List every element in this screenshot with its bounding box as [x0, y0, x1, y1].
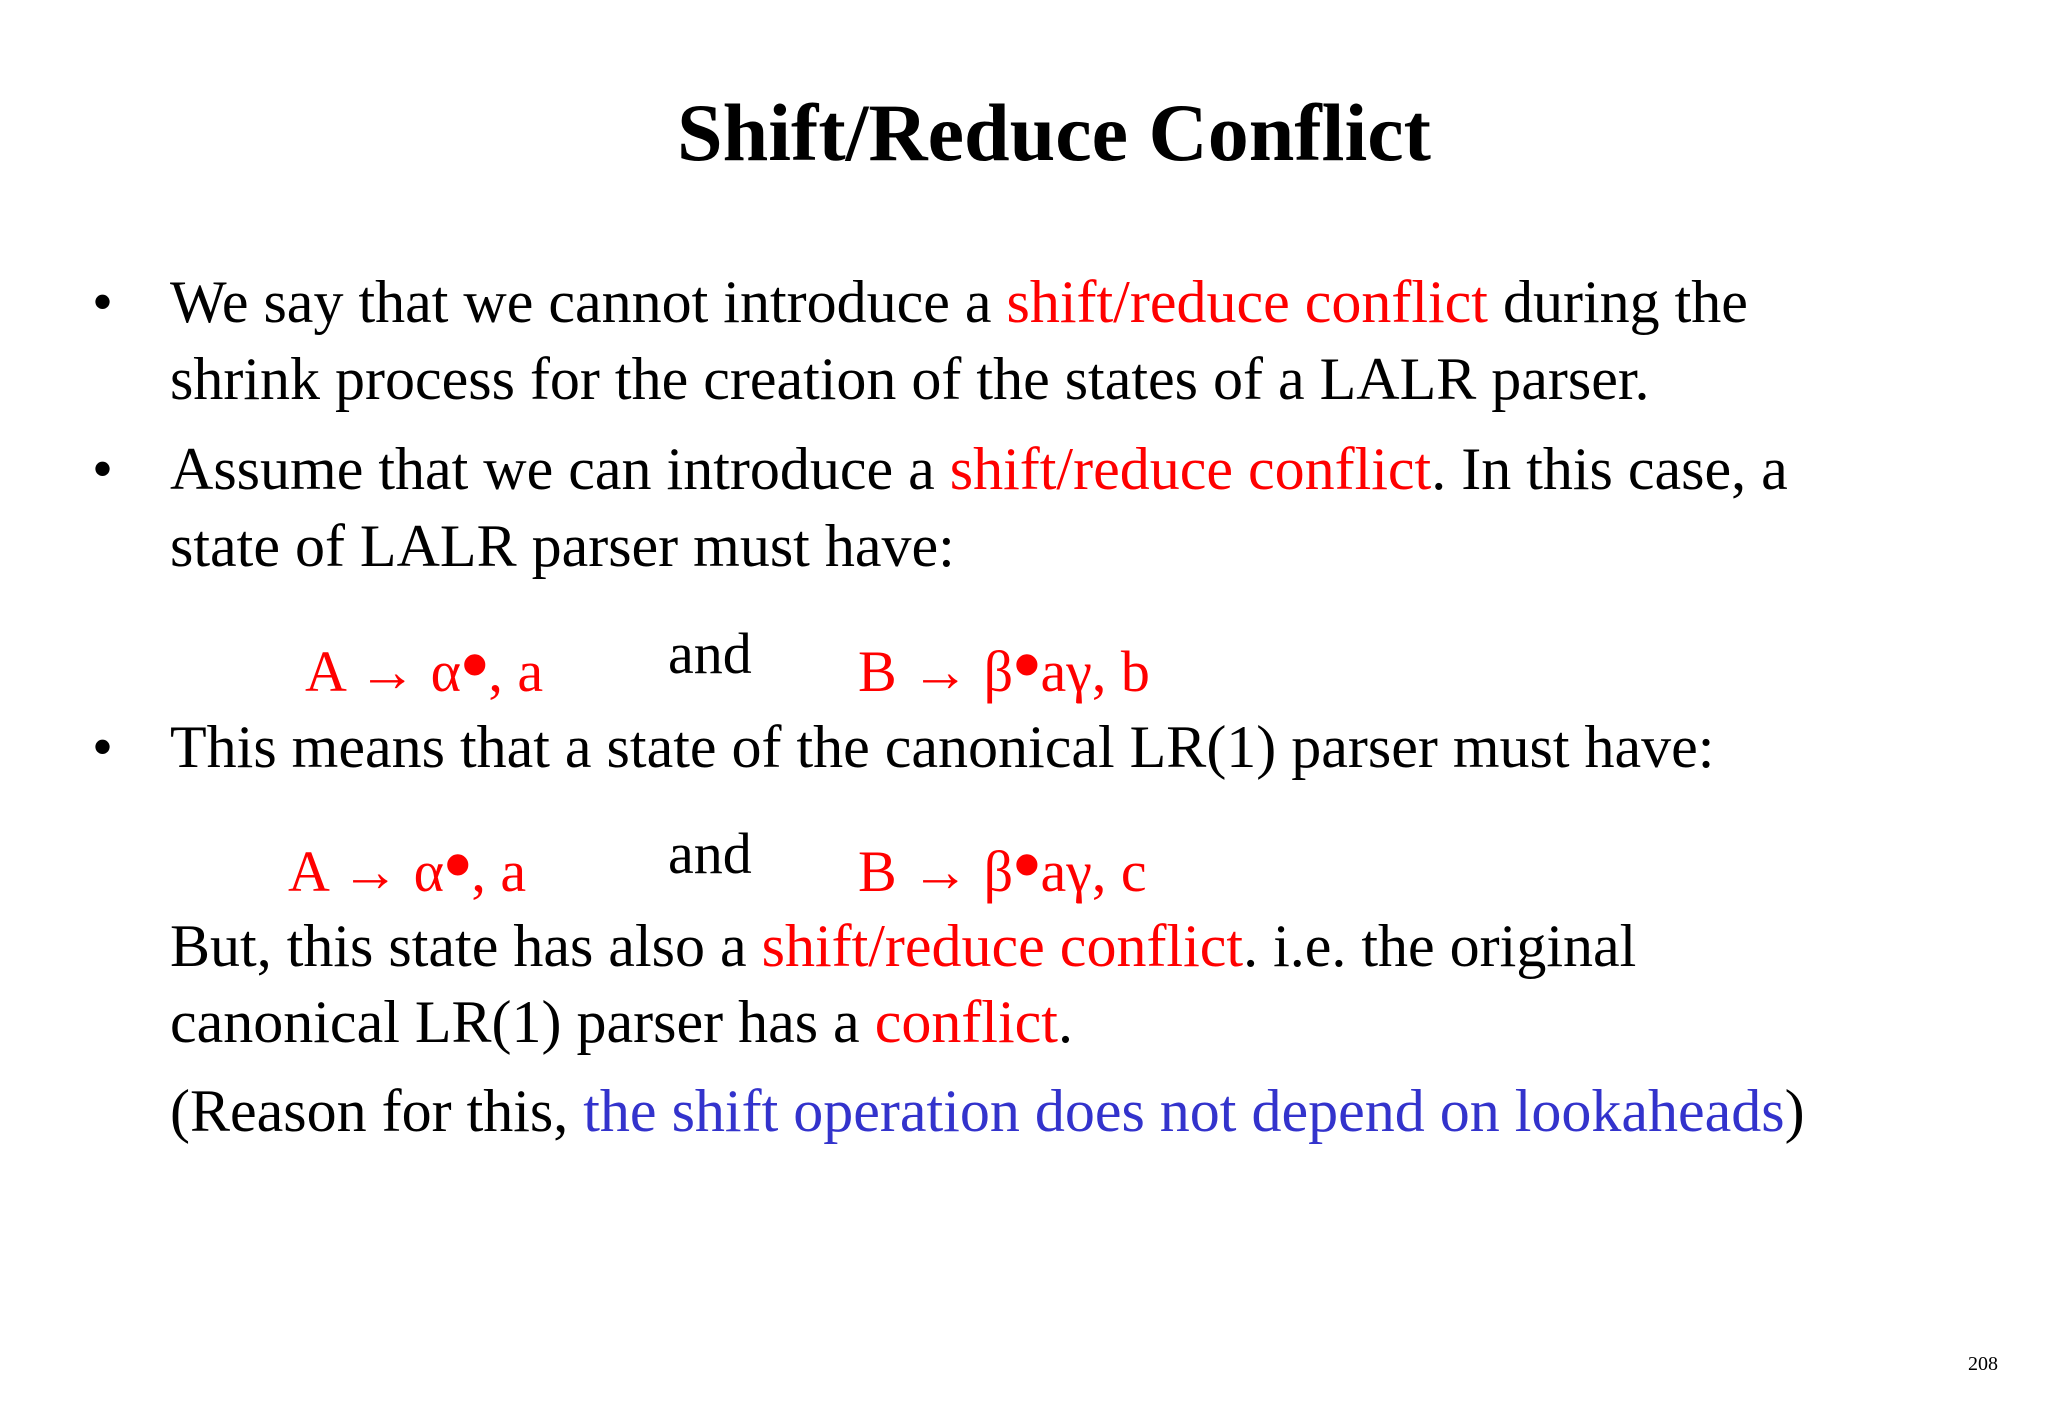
- bullet1-line1: [170, 268, 1748, 337]
- production-text: B → β: [858, 839, 1014, 904]
- production-reduce-item: [288, 820, 526, 910]
- lookahead-text: , a: [488, 639, 544, 704]
- production-shift-item: [858, 620, 1150, 710]
- text: Assume that we can introduce a: [170, 436, 950, 502]
- para1-line2: [170, 988, 1073, 1057]
- item-dot: •: [444, 821, 472, 908]
- text: during the: [1487, 269, 1748, 335]
- bullet-marker: •: [92, 436, 114, 502]
- and-text: and: [668, 621, 752, 686]
- item-dot: •: [1013, 821, 1041, 908]
- and-text: and: [668, 821, 752, 886]
- highlight-reason: the shift operation does not depend on lookaheads: [583, 1078, 1785, 1144]
- lookahead-text: aγ, b: [1040, 639, 1150, 704]
- text: But, this state has also a: [170, 913, 762, 979]
- text: ): [1784, 1078, 1805, 1144]
- highlight-term: shift/reduce conflict: [761, 913, 1244, 979]
- bullet2-line2: state of LALR parser must have:: [170, 513, 955, 579]
- production-shift-item: [858, 820, 1147, 910]
- text: . In this case, a: [1431, 436, 1788, 502]
- bullet2-line1: [170, 435, 1788, 504]
- bullet1-line2: shrink process for the creation of the states of a LALR parser.: [170, 346, 1650, 412]
- bullet-marker: •: [92, 714, 114, 780]
- item-dot: •: [461, 621, 489, 708]
- item-dot: •: [1013, 621, 1041, 708]
- production-text: A → α: [288, 839, 445, 904]
- highlight-term: conflict: [874, 989, 1058, 1055]
- bullet-marker: •: [92, 269, 114, 335]
- production-text: B → β: [858, 639, 1014, 704]
- bullet3-line1: This means that a state of the canonical LR(1) parser must have:: [170, 714, 1715, 780]
- reason-line: [170, 1077, 1805, 1146]
- text: . i.e. the original: [1243, 913, 1637, 979]
- text: We say that we cannot introduce a: [170, 269, 1007, 335]
- slide-title: Shift/Reduce Conflict: [677, 87, 1431, 178]
- lookahead-text: , a: [471, 839, 527, 904]
- text: canonical LR(1) parser has a: [170, 989, 875, 1055]
- page-number: 208: [1968, 1353, 1998, 1375]
- lookahead-text: aγ, c: [1040, 839, 1147, 904]
- production-text: A → α: [305, 639, 462, 704]
- text: .: [1057, 989, 1073, 1055]
- text: (Reason for this,: [170, 1078, 584, 1144]
- production-reduce-item: [305, 620, 543, 710]
- highlight-term: shift/reduce conflict: [949, 436, 1432, 502]
- para1-line1: [170, 912, 1636, 981]
- highlight-term: shift/reduce conflict: [1006, 269, 1488, 335]
